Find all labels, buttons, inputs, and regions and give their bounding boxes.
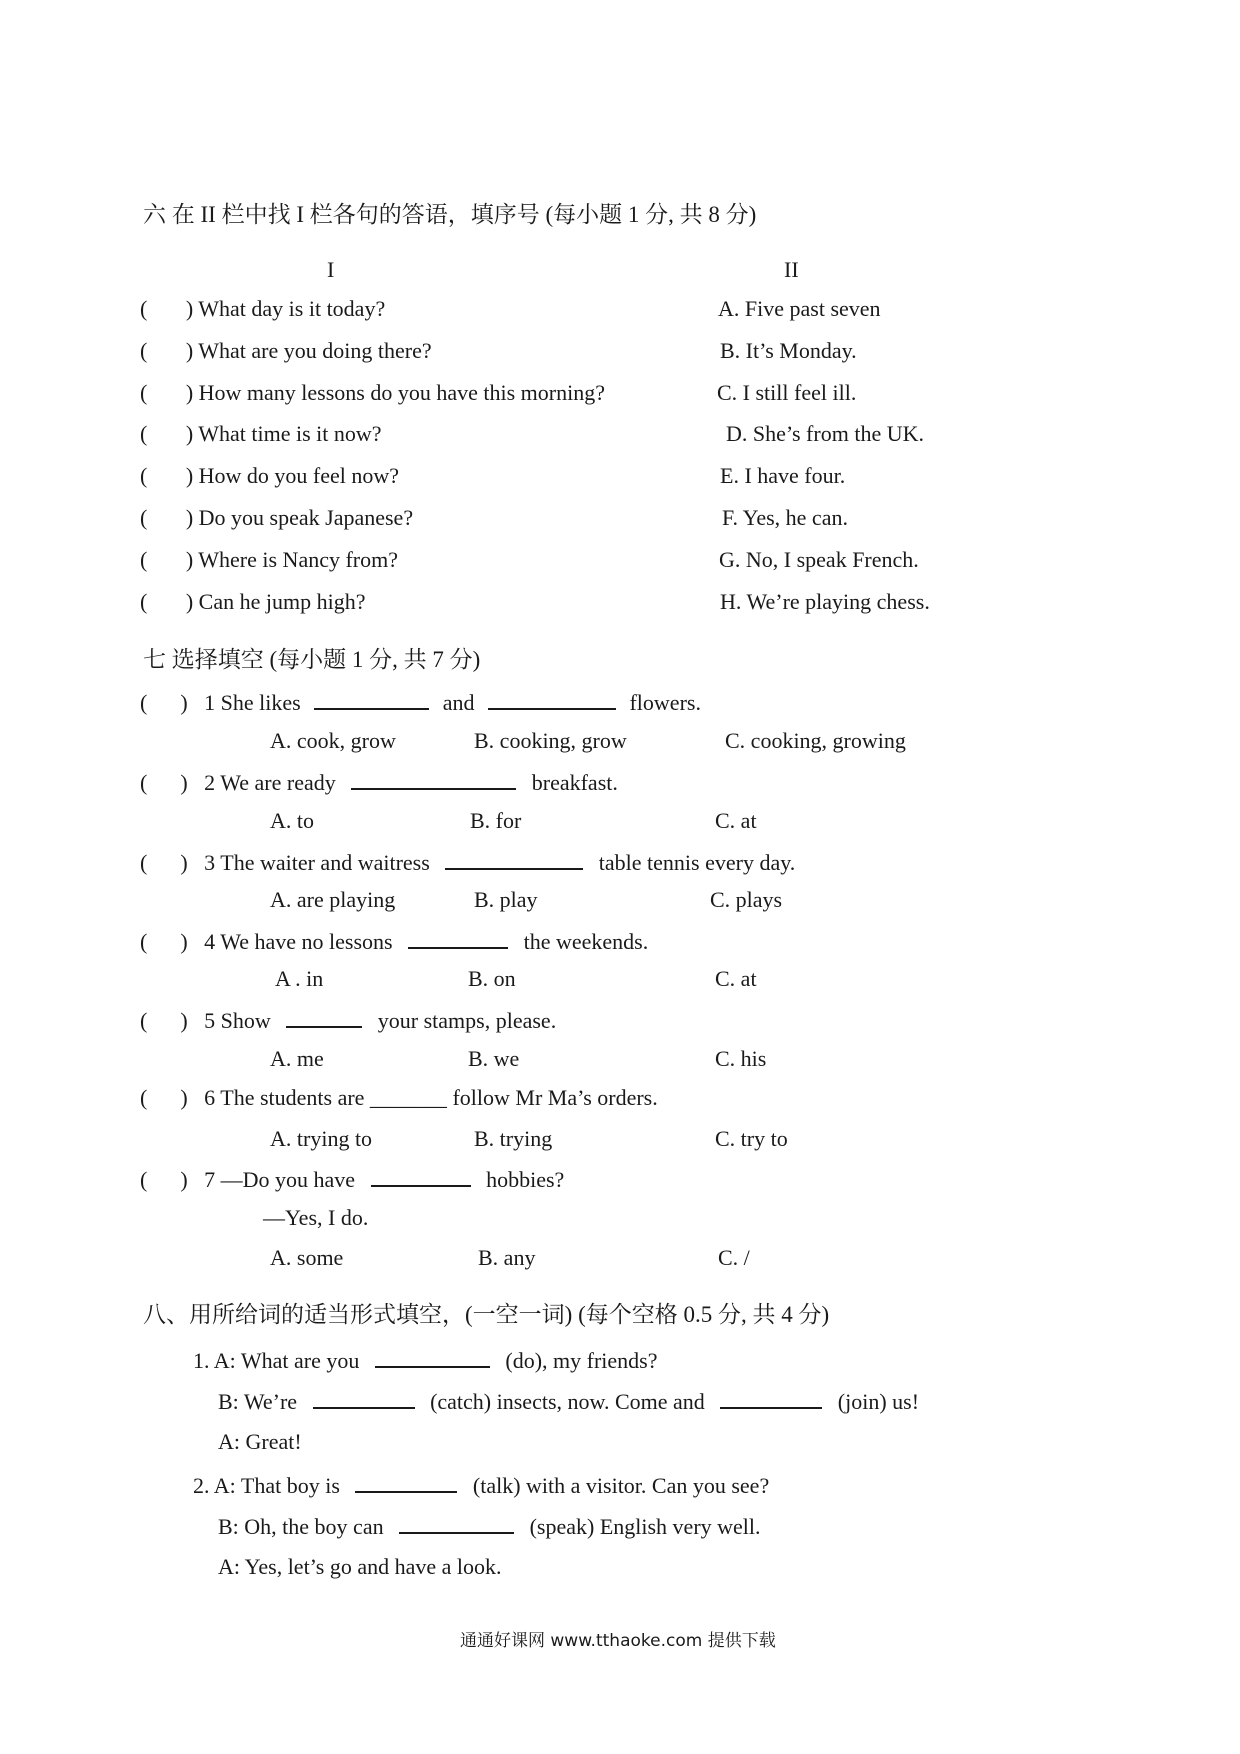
match-question: ( ) What are you doing there? — [140, 338, 432, 363]
choice-question: ( ) 3 The waiter and waitress table tennis every day. — [140, 850, 796, 875]
option: C. / — [718, 1245, 750, 1270]
option: C. his — [715, 1046, 767, 1071]
answer-blank — [313, 1389, 415, 1409]
match-answer: G. No, I speak French. — [719, 547, 919, 572]
fill-line: 2. A: That boy is (talk) with a visitor. Can you see? — [193, 1473, 770, 1498]
match-question: ( ) How do you feel now? — [140, 463, 400, 488]
fill-line: A: Yes, let’s go and have a look. — [218, 1554, 502, 1579]
option: C. try to — [715, 1126, 788, 1151]
match-answer: C. I still feel ill. — [717, 380, 857, 405]
match-answer: A. Five past seven — [718, 296, 881, 321]
match-question: ( ) Where is Nancy from? — [140, 547, 399, 572]
match-question: ( ) What day is it today? — [140, 296, 386, 321]
option: B. trying — [474, 1126, 553, 1151]
fill-line: A: Great! — [218, 1429, 302, 1454]
option: C. at — [715, 808, 757, 833]
match-question: ( ) Do you speak Japanese? — [140, 505, 414, 530]
fill-line: B: Oh, the boy can (speak) English very well. — [218, 1514, 761, 1539]
option: A. are playing — [270, 887, 396, 912]
answer-blank — [286, 1008, 362, 1028]
option: C. cooking, growing — [725, 728, 906, 753]
fill-line: 1. A: What are you (do), my friends? — [193, 1348, 658, 1373]
answer-blank — [314, 690, 429, 710]
section6-title: 六 在 II 栏中找 I 栏各句的答语，填序号 (每小题 1 分, 共 8 分) — [143, 202, 757, 227]
match-answer: E. I have four. — [720, 463, 846, 488]
section7-title: 七 选择填空 (每小题 1 分, 共 7 分) — [143, 647, 481, 672]
answer-blank — [351, 770, 516, 790]
option: A. trying to — [270, 1126, 373, 1151]
dialogue-reply: —Yes, I do. — [263, 1205, 369, 1230]
column-I-header: I — [327, 257, 335, 282]
fill-line: B: We’re (catch) insects, now. Come and (join) us! — [218, 1389, 920, 1414]
answer-blank — [720, 1389, 822, 1409]
option: A. some — [270, 1245, 344, 1270]
choice-question: ( ) 4 We have no lessons the weekends. — [140, 929, 649, 954]
option: B. for — [470, 808, 522, 833]
match-answer: H. We’re playing chess. — [720, 589, 930, 614]
answer-blank — [488, 690, 616, 710]
option: A. cook, grow — [270, 728, 396, 753]
match-answer: F. Yes, he can. — [722, 505, 848, 530]
answer-blank — [355, 1473, 457, 1493]
option: B. cooking, grow — [474, 728, 627, 753]
choice-question: ( ) 5 Show your stamps, please. — [140, 1008, 557, 1033]
option: C. plays — [710, 887, 783, 912]
match-question: ( ) What time is it now? — [140, 421, 382, 446]
option: B. we — [468, 1046, 520, 1071]
option: A. me — [270, 1046, 324, 1071]
answer-blank — [445, 850, 583, 870]
choice-question: ( ) 7 —Do you have hobbies? — [140, 1167, 565, 1192]
column-II-header: II — [784, 257, 799, 282]
match-answer: B. It’s Monday. — [720, 338, 857, 363]
option: B. on — [468, 966, 516, 991]
answer-blank — [375, 1348, 490, 1368]
page-footer: 通通好课网 www.tthaoke.com 提供下载 — [460, 1631, 776, 1651]
answer-blank — [371, 1167, 471, 1187]
option: A . in — [275, 966, 324, 991]
match-question: ( ) How many lessons do you have this morning? — [140, 380, 606, 405]
answer-blank — [399, 1514, 514, 1534]
choice-question: ( ) 2 We are ready breakfast. — [140, 770, 618, 795]
option: B. play — [474, 887, 538, 912]
answer-blank — [408, 929, 508, 949]
choice-question: ( ) 1 She likes and flowers. — [140, 690, 701, 715]
match-answer: D. She’s from the UK. — [726, 421, 924, 446]
match-question: ( ) Can he jump high? — [140, 589, 366, 614]
section8-title: 八、用所给词的适当形式填空，(一空一词) (每个空格 0.5 分, 共 4 分) — [143, 1302, 830, 1327]
option: A. to — [270, 808, 314, 833]
option: B. any — [478, 1245, 536, 1270]
option: C. at — [715, 966, 757, 991]
choice-question: ( ) 6 The students are _______ follow Mr Ma’s orders. — [140, 1085, 658, 1110]
